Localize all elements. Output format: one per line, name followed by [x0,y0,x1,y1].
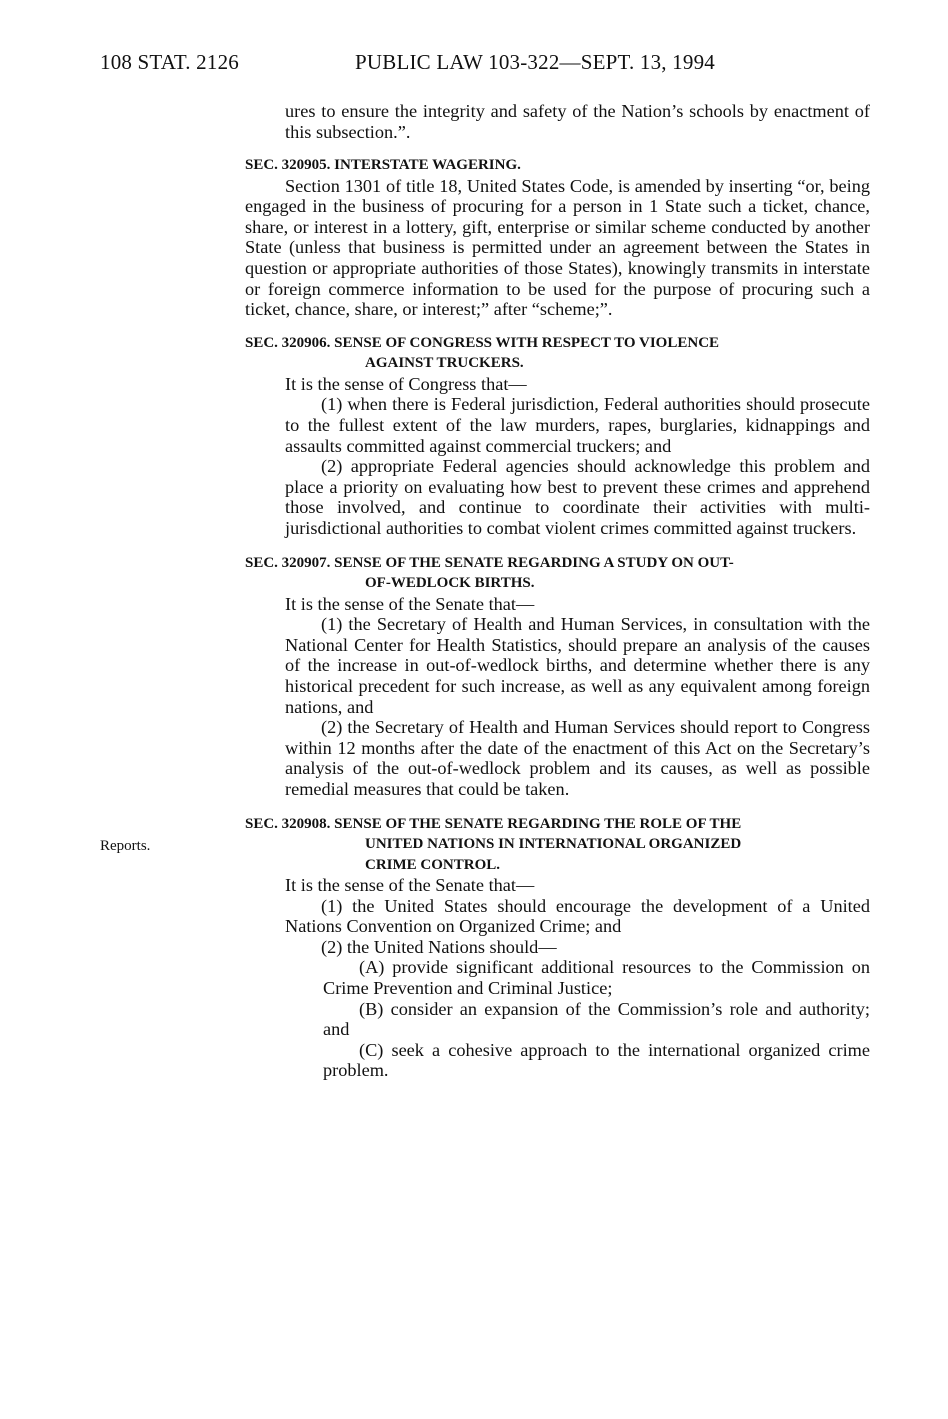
item-list-320907 [245,614,870,799]
section-heading-320906 [245,333,870,374]
heading-line: CRIME CONTROL. [365,856,501,873]
stat-reference: 108 STAT. 2126 [100,50,239,74]
list-subitem: (A) provide significant additional resources to the Commission on Crime Prevention and Criminal Justice; [323,957,870,998]
heading-line: AGAINST TRUCKERS. [365,355,524,372]
list-item: (2) the Secretary of Health and Human Services should report to Congress within 12 months after the date of the enactment of this Act on the Secretary’s analysis of the out-of-wedlock problem and its causes, as well as possible remedial measures that could be taken. [285,717,870,799]
heading-line: UNITED NATIONS IN INTERNATIONAL ORGANIZED [365,836,742,853]
law-title: PUBLIC LAW 103-322—SEPT. 13, 1994 [355,50,715,74]
section-heading-320905: SEC. 320905. INTERSTATE WAGERING. [245,157,521,174]
item-list-320908 [245,896,870,958]
heading-line: SEC. 320907. SENSE OF THE SENATE REGARDING A STUDY ON OUT- [245,554,734,571]
list-item: (1) when there is Federal jurisdiction, Federal authorities should prosecute to the fullest extent of the law murders, rapes, burglaries, kidnappings and assaults committed against commercial truckers; and [285,394,870,456]
section-heading-320908 [245,814,870,876]
continuation-text: ures to ensure the integrity and safety of the Nation’s schools by enactment of this subsection.”. [285,101,870,142]
heading-line: SEC. 320908. SENSE OF THE SENATE REGARDING THE ROLE OF THE [245,815,742,832]
section-intro-320907: It is the sense of the Senate that— [285,593,535,614]
section-intro-320906: It is the sense of Congress that— [285,373,527,394]
list-item: (2) appropriate Federal agencies should acknowledge this problem and place a priority on evaluating how best to prevent these crimes and apprehend those involved, and continue to coordinate their activities with multi-jurisdictional authorities to combat violent crimes committed against truckers. [285,456,870,538]
list-item: (1) the Secretary of Health and Human Services, in consultation with the National Center for Health Statistics, should prepare an analysis of the causes of the increase in out-of-wedlock births, and determine whether there is any historical precedent for such increase, as well as any equivalent among foreign nations, and [285,614,870,717]
section-heading-320907 [245,553,870,594]
list-item: (1) the United States should encourage the development of a United Nations Convention on Organized Crime; and [285,895,870,937]
subitem-list-320908 [245,957,870,1081]
section-intro-320908: It is the sense of the Senate that— [285,875,535,896]
heading-line: SEC. 320906. SENSE OF CONGRESS WITH RESPECT TO VIOLENCE [245,334,720,351]
body-column [245,101,870,1081]
heading-line: OF-WEDLOCK BIRTHS. [365,575,535,592]
list-subitem: (C) seek a cohesive approach to the international organized crime problem. [323,1039,870,1081]
margin-note-reports: Reports. [100,838,151,854]
item-list-320906 [245,394,870,538]
list-item: (2) the United Nations should— [321,936,557,957]
section-body-320905: Section 1301 of title 18, United States Code, is amended by inserting “or, being engaged in the business of procuring for a person in 1 State such a ticket, chance, share, or interest in a lottery, gift, enterprise or similar scheme conducted by another State (unless that business is permitted under an agreement between the States in question or appropriate authorities of those States), knowingly transmits in interstate or foreign commerce information to be used for the purpose of procuring such a ticket, chance, share, or interest;” after “scheme;”. [245,175,870,320]
list-subitem: (B) consider an expansion of the Commission’s role and authority; and [323,998,870,1040]
